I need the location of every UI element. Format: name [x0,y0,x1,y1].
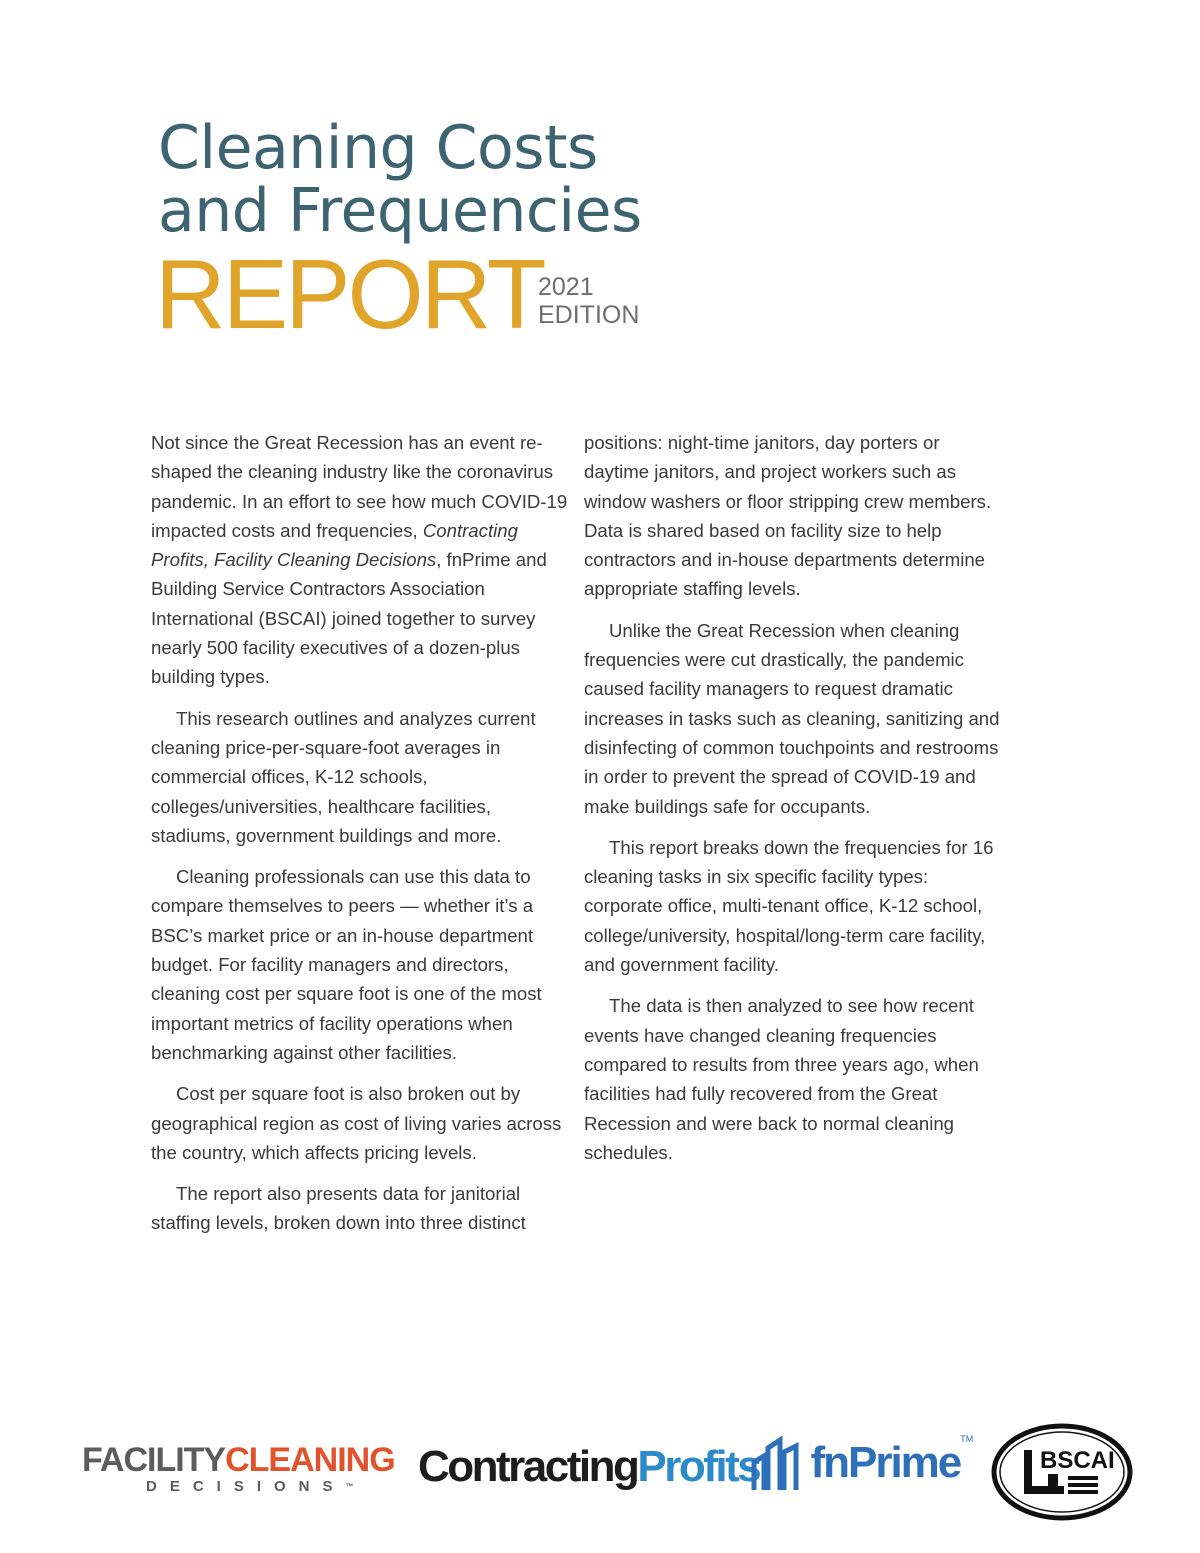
right-paragraph-1: positions: night-time janitors, day porters or daytime janitors, and project workers such as window washers or floor stripping crew members. Data is shared based on facility size to help contractors and in-house departments determine appropriate staffing levels. [584,432,992,600]
right-paragraph-4: The data is then analyzed to see how recent events have changed cleaning frequencies compared to results from three years ago, when facilities had fully recovered from the Great Recession and were back to normal cleaning schedules. [584,995,979,1163]
title-line-1: Cleaning Costs [158,113,598,183]
right-column [584,428,1004,1179]
right-paragraph-3: This report breaks down the frequencies for 16 cleaning tasks in six specific facility types: corporate office, multi-tenant office, K-12 school, college/university, hospital/long-term care facility, and government facility. [584,836,994,976]
svg-text:BSCAI: BSCAI [1040,1447,1115,1474]
edition-year: 2021 [538,273,594,301]
edition-label [538,273,639,329]
left-paragraph-4: Cost per square foot is also broken out by geographical region as cost of living varies across the country, which affects pricing levels. [151,1083,562,1163]
edition-text: EDITION [538,301,640,329]
left-paragraph-5: The report also presents data for janitorial staffing levels, broken down into three distinct [151,1183,526,1234]
left-paragraph-2: This research outlines and analyzes current cleaning price-per-square-foot averages in commercial offices, K-12 schools, colleges/universities, healthcare facilities, stadiums, government buildings and more. [151,707,536,846]
left-column [151,428,571,1250]
left-paragraph-3: Cleaning professionals can use this data to compare themselves to peers — whether it’s a BSC’s market price or an in-house department budget. For facility managers and directors, cleaning cost per square foot is one of the most important metrics of facility operations when benchmarking against other facilities. [151,866,542,1063]
buildings-icon [750,1434,806,1492]
contracting-profits-logo: ContractingProfits [418,1442,760,1491]
sponsor-logos [0,1420,1200,1530]
fnprime-logo: fnPrime™ [750,1434,973,1492]
facility-cleaning-decisions-logo: FACILITYCLEANING DECISIONS™ [82,1441,395,1495]
publication-names: Contracting Profits, Facility Cleaning Decisions [151,519,518,571]
report-word: REPORT [155,239,544,349]
right-paragraph-2: Unlike the Great Recession when cleaning frequencies were cut drastically, the pandemic caused facility managers to request dramatic increases in tasks such as cleaning, sanitizing and disinfecting of common touchpoints and restrooms in order to prevent the spread of COVID-19 and make buildings safe for occupants. [584,619,1000,817]
title-line-2: and Frequencies [158,176,642,246]
bscai-logo [990,1420,1135,1530]
left-paragraph-1: Not since the Great Recession has an event re-shaped the cleaning industry like the coronavirus pandemic. In an effort to see how much COVID-19 impacted costs and frequencies, Contracting Profits, Facility Cleaning Decisions, fnPrime and Building Service Contractors Association International (BSCAI) joined together to survey nearly 500 facility executives of a dozen-plus building types. [151,432,568,688]
